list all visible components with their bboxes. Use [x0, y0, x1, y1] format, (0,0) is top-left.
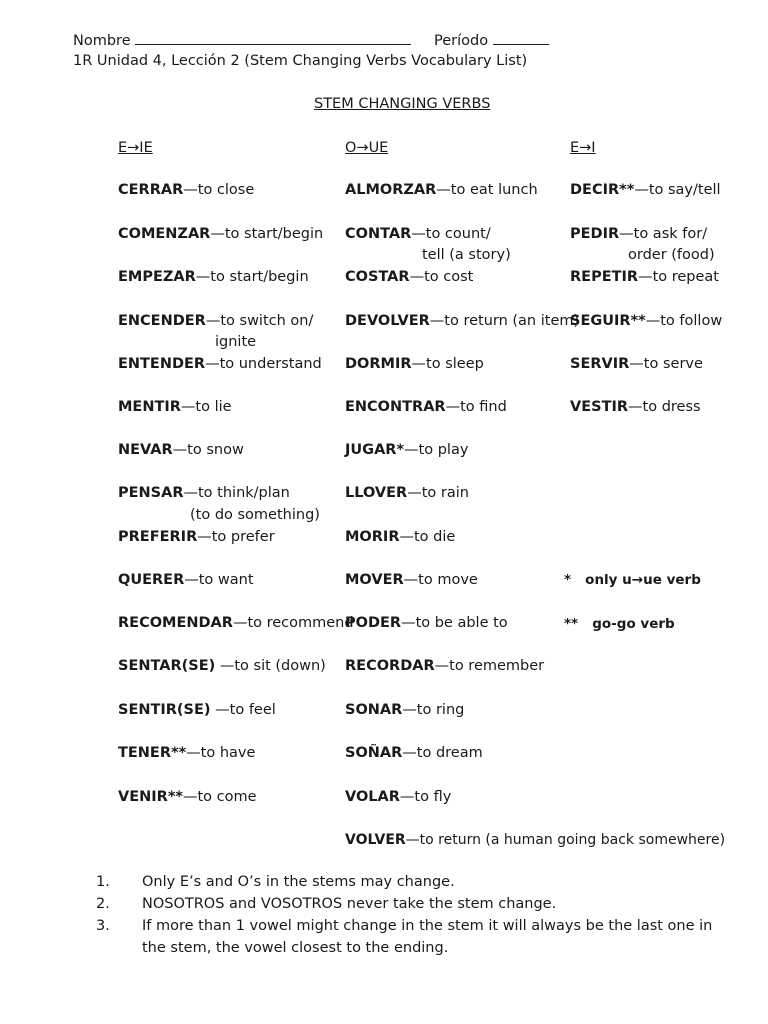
verb-word: VESTIR [570, 399, 629, 415]
page-title: STEM CHANGING VERBS [314, 96, 491, 112]
name-field-row [73, 30, 411, 51]
verb-entry [118, 224, 323, 244]
verb-word: SERVIR [570, 356, 630, 372]
verb-entry [118, 180, 254, 200]
note-only-u-ue [564, 570, 701, 590]
verb-meaning: —to say/tell [634, 182, 721, 198]
name-label: Nombre [73, 33, 131, 49]
rule-number: 2. [96, 896, 110, 912]
verb-word: ENCENDER [118, 313, 206, 329]
verb-entry [345, 700, 464, 720]
verb-meaning: —to ask for/ [619, 226, 708, 242]
verb-entry [345, 440, 468, 460]
verb-word: SONAR [345, 702, 403, 718]
verb-meaning: —to recommend [232, 615, 354, 631]
verb-word: MOVER [345, 572, 404, 588]
verb-meaning: —to lie [180, 399, 232, 415]
verb-meaning: —to snow [172, 442, 244, 458]
name-blank-line[interactable] [135, 30, 411, 45]
verb-word: JUGAR* [345, 442, 405, 458]
verb-word: ALMORZAR [345, 182, 437, 198]
note-text: go-go verb [592, 616, 675, 632]
verb-meaning: —to eat lunch [436, 182, 538, 198]
verb-word: VOLVER [345, 832, 406, 848]
note-text: only u→ue verb [585, 572, 701, 588]
verb-entry [570, 354, 703, 374]
verb-word: DORMIR [345, 356, 412, 372]
verb-meaning: —to dress [628, 399, 701, 415]
verb-word: NEVAR [118, 442, 173, 458]
verb-meaning: —to start/begin [210, 226, 324, 242]
verb-word: VENIR** [118, 789, 183, 805]
verb-word: COSTAR [345, 269, 410, 285]
verb-word: SENTIR(SE) [118, 702, 211, 718]
verb-word: DECIR** [570, 182, 635, 198]
verb-entry [345, 267, 473, 287]
verb-word: SOÑAR [345, 745, 403, 761]
verb-word: RECOMENDAR [118, 615, 233, 631]
verb-meaning-continuation: tell (a story) [422, 247, 511, 263]
period-blank-line[interactable] [493, 30, 549, 45]
verb-entry [345, 483, 469, 503]
verb-meaning: —to close [183, 182, 255, 198]
verb-word: EMPEZAR [118, 269, 196, 285]
verb-entry [345, 354, 484, 374]
verb-word: SENTAR(SE) [118, 658, 216, 674]
verb-meaning: —to feel [210, 702, 276, 718]
verb-meaning: —to return (an item) [429, 313, 580, 329]
verb-word: QUERER [118, 572, 185, 588]
verb-word: LLOVER [345, 485, 408, 501]
rule-item [96, 871, 736, 893]
verb-meaning: —to be able to [401, 615, 508, 631]
verb-word: RECORDAR [345, 658, 435, 674]
verb-entry [345, 397, 507, 417]
verb-word: SEGUIR** [570, 313, 646, 329]
verb-meaning: —to understand [205, 356, 322, 372]
verb-entry [570, 397, 701, 417]
rule-text: Only E’s and O’s in the stems may change. [142, 874, 455, 890]
period-field-row [434, 30, 549, 51]
verb-meaning: —to start/begin [195, 269, 309, 285]
verb-word: COMENZAR [118, 226, 211, 242]
column-heading-e-i: E→I [570, 140, 596, 156]
verb-entry [118, 527, 275, 547]
verb-entry [118, 613, 354, 633]
verb-entry [570, 311, 722, 331]
rule-item [96, 915, 736, 959]
verb-entry [118, 787, 257, 807]
verb-meaning-continuation: order (food) [628, 247, 715, 263]
column-heading-e-ie: E→IE [118, 140, 153, 156]
note-marker: ** [564, 616, 579, 632]
verb-word: MENTIR [118, 399, 181, 415]
verb-entry [570, 267, 719, 287]
rule-text: If more than 1 vowel might change in the stem it will always be the last one in the stem, the vowel closest to the ending. [142, 918, 713, 956]
verb-meaning: —to think/plan [183, 485, 290, 501]
verb-meaning: —to find [445, 399, 507, 415]
verb-entry [345, 613, 508, 633]
page-subtitle: 1R Unidad 4, Lección 2 (Stem Changing Verbs Vocabulary List) [73, 53, 528, 69]
verb-word: TENER** [118, 745, 187, 761]
verb-entry [570, 224, 707, 244]
period-label: Período [434, 33, 489, 49]
verb-meaning: —to rain [407, 485, 469, 501]
note-marker: * [564, 572, 572, 588]
verb-meaning: —to die [399, 529, 456, 545]
verb-word: ENCONTRAR [345, 399, 446, 415]
verb-word: CERRAR [118, 182, 184, 198]
verb-meaning-continuation: (to do something) [190, 507, 320, 523]
verb-entry [118, 483, 290, 503]
rule-text: NOSOTROS and VOSOTROS never take the stem change. [142, 896, 557, 912]
verb-entry [345, 743, 483, 763]
column-heading-o-ue: O→UE [345, 140, 389, 156]
verb-entry [345, 656, 544, 676]
verb-word: PENSAR [118, 485, 184, 501]
verb-entry [118, 570, 254, 590]
rule-number: 3. [96, 918, 110, 934]
verb-meaning: —to come [183, 789, 257, 805]
verb-meaning: —to ring [402, 702, 465, 718]
verb-meaning: —to remember [434, 658, 545, 674]
verb-meaning: —to prefer [197, 529, 275, 545]
verb-entry [118, 743, 255, 763]
verb-entry [118, 440, 244, 460]
verb-meaning: —to count/ [411, 226, 491, 242]
verb-meaning: —to sit (down) [215, 658, 326, 674]
verb-entry [118, 700, 276, 720]
verb-word: PREFERIR [118, 529, 198, 545]
verb-meaning-continuation: ignite [215, 334, 257, 350]
verb-word: VOLAR [345, 789, 400, 805]
verb-meaning: —to follow [645, 313, 723, 329]
note-go-go [564, 614, 675, 634]
verb-entry [570, 180, 721, 200]
verb-entry [345, 787, 451, 807]
verb-word: MORIR [345, 529, 400, 545]
rule-number: 1. [96, 874, 110, 890]
verb-entry [345, 224, 491, 244]
verb-entry [118, 397, 232, 417]
verb-meaning: —to want [184, 572, 254, 588]
verb-word: CONTAR [345, 226, 412, 242]
verb-meaning: —to sleep [411, 356, 484, 372]
verb-meaning: —to fly [399, 789, 452, 805]
verb-entry [118, 354, 322, 374]
verb-entry [118, 311, 313, 331]
verb-meaning: —to return (a human going back somewhere) [405, 832, 726, 848]
verb-meaning: —to serve [629, 356, 703, 372]
verb-meaning: —to dream [402, 745, 483, 761]
verb-entry [345, 527, 455, 547]
verb-meaning: —to repeat [638, 269, 719, 285]
verb-word: PEDIR [570, 226, 620, 242]
verb-word: ENTENDER [118, 356, 206, 372]
verb-entry [345, 570, 478, 590]
verb-entry [118, 656, 326, 676]
verb-meaning: —to play [404, 442, 469, 458]
verb-entry [345, 180, 538, 200]
verb-meaning: —to cost [409, 269, 474, 285]
rule-item [96, 893, 736, 915]
verb-meaning: —to move [403, 572, 478, 588]
verb-word: DEVOLVER [345, 313, 430, 329]
verb-meaning: —to have [186, 745, 256, 761]
verb-entry [345, 311, 579, 331]
verb-meaning: —to switch on/ [205, 313, 314, 329]
verb-word: REPETIR [570, 269, 639, 285]
verb-word: PODER [345, 615, 402, 631]
verb-entry [118, 267, 309, 287]
verb-entry [345, 830, 725, 850]
